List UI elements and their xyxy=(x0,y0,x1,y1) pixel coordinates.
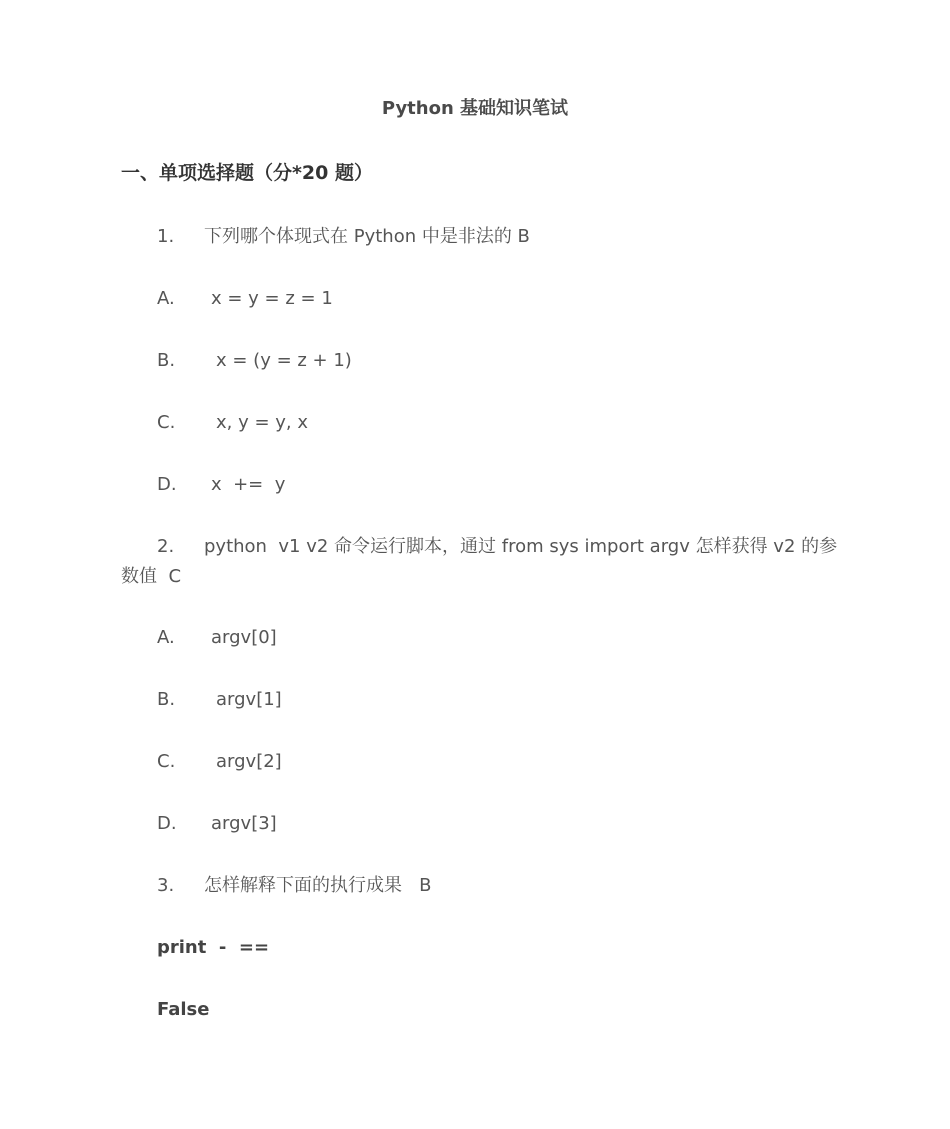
option-text: x = (y = z + 1) xyxy=(216,350,352,371)
option-text: x, y = y, x xyxy=(216,412,309,433)
question-text-continued: 数值 C xyxy=(121,566,182,587)
option-label: C. xyxy=(157,751,176,772)
code-line: False xyxy=(157,999,210,1020)
option-text: argv[0] xyxy=(211,627,277,648)
question-text: 下列哪个体现式在 Python 中是非法的 B xyxy=(204,226,530,247)
question-number: 2. xyxy=(157,536,175,557)
option-label: A. xyxy=(157,627,175,648)
option-label: A. xyxy=(157,288,175,309)
option-text: x += y xyxy=(211,474,286,495)
option-label: D. xyxy=(157,813,177,834)
question-number: 3. xyxy=(157,875,175,896)
question-text: python v1 v2 命令运行脚本，通过 from sys import argv 怎样获得 v2 的参 xyxy=(204,536,838,557)
option-text: argv[1] xyxy=(216,689,282,710)
document-title: Python 基础知识笔试 xyxy=(381,98,569,119)
question-text: 怎样解释下面的执行成果 B xyxy=(204,875,432,896)
question-number: 1. xyxy=(157,226,175,247)
option-text: argv[2] xyxy=(216,751,282,772)
section-heading: 一、单项选择题（分*20 题） xyxy=(121,162,373,184)
option-text: argv[3] xyxy=(211,813,277,834)
option-label: C. xyxy=(157,412,176,433)
option-label: B. xyxy=(157,350,176,371)
code-line: print - == xyxy=(157,937,270,958)
option-label: B. xyxy=(157,689,176,710)
option-label: D. xyxy=(157,474,177,495)
option-text: x = y = z = 1 xyxy=(211,288,333,309)
